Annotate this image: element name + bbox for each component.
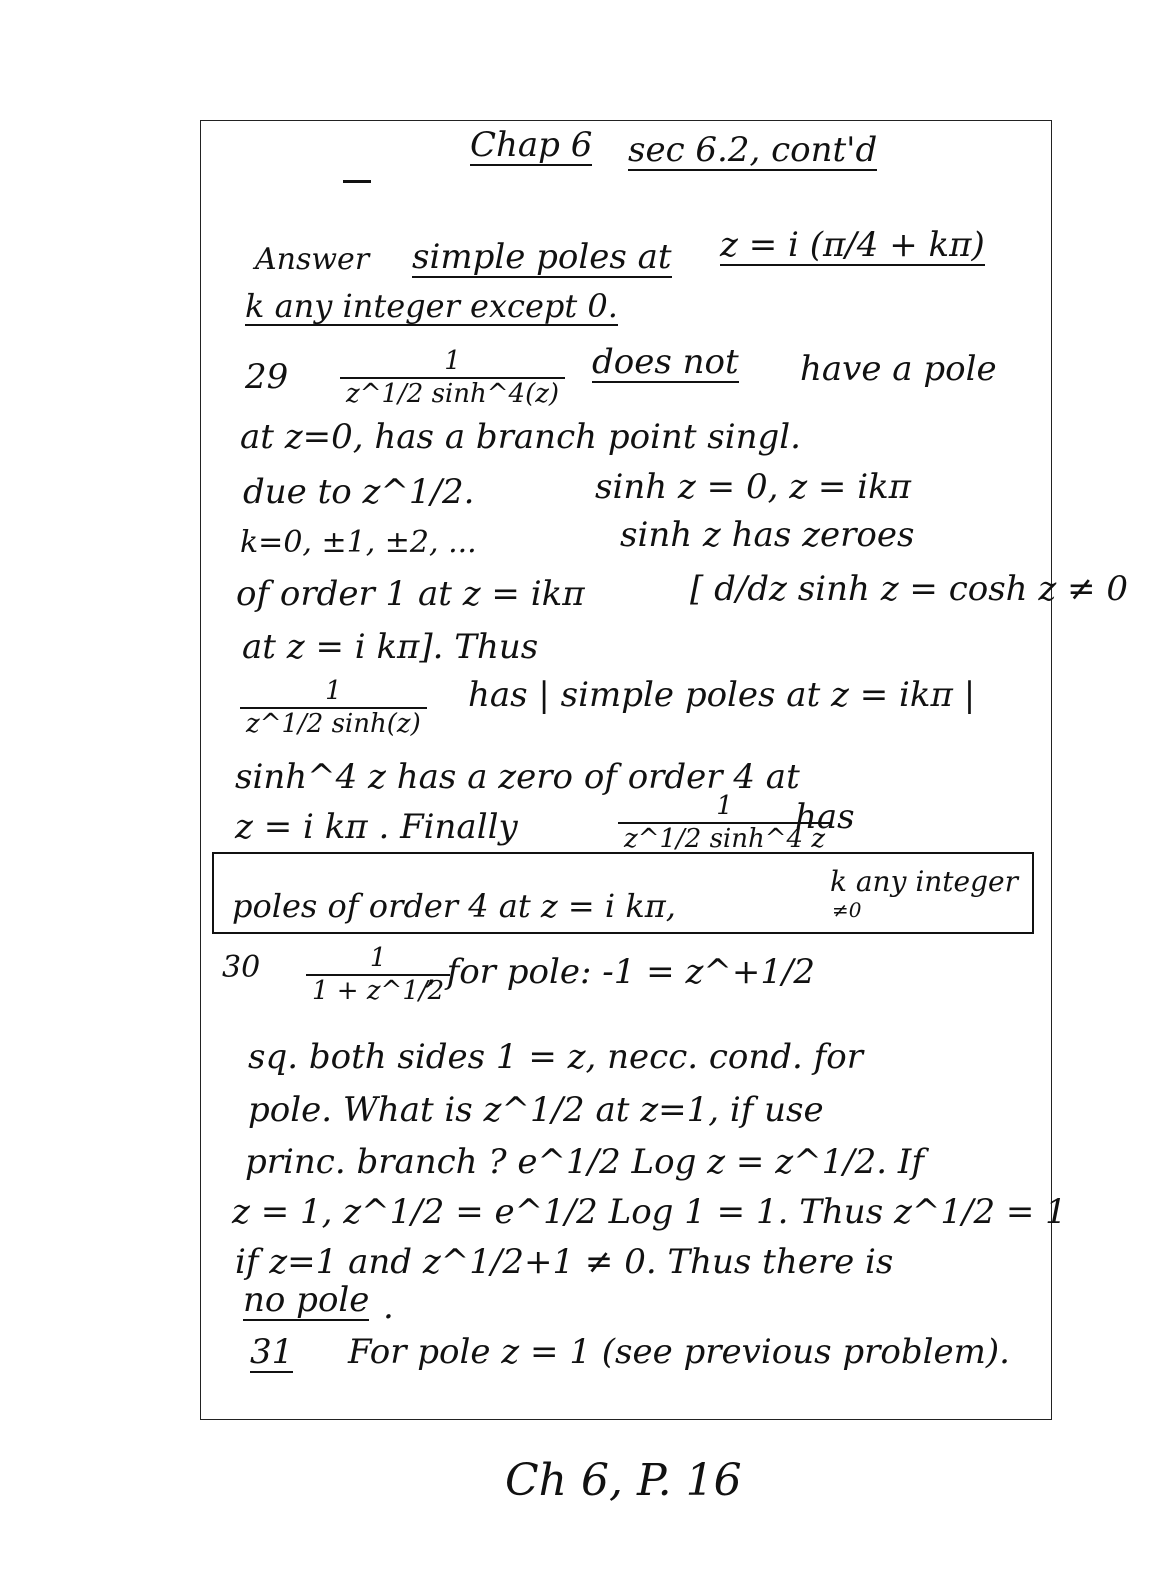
p30-line-4: princ. branch ? e^1/2 Log z = z^1/2. If bbox=[245, 1142, 924, 1182]
section-heading: sec 6.2, cont'd bbox=[628, 130, 878, 170]
answer-expression: z = i (π/4 + kπ) bbox=[720, 225, 985, 265]
p30-line-2: sq. both sides 1 = z, necc. cond. for bbox=[248, 1037, 863, 1077]
p30-line-7-tail: . bbox=[383, 1287, 394, 1327]
fraction-denominator: z^1/2 sinh^4 z bbox=[618, 822, 831, 853]
p29-line-7: has | simple poles at z = ikπ | bbox=[468, 675, 976, 715]
problem-29-fraction bbox=[340, 348, 565, 409]
p30-line-1: , for pole: -1 = z^+1/2 bbox=[425, 952, 816, 992]
problem-30-number: 30 bbox=[222, 950, 261, 985]
p31-text: For pole z = 1 (see previous problem). bbox=[348, 1332, 1010, 1372]
chapter-heading: Chap 6 bbox=[470, 125, 593, 165]
problem-29-number: 29 bbox=[245, 357, 289, 397]
page-footer: Ch 6, P. 16 bbox=[505, 1455, 742, 1506]
fraction-numerator: 1 bbox=[716, 791, 733, 821]
answer-text: simple poles at bbox=[412, 237, 672, 277]
dash-mark bbox=[343, 180, 371, 183]
p29-fraction-2 bbox=[240, 678, 427, 739]
boxed-answer-condition: k any integer bbox=[830, 865, 1019, 898]
p30-line-6: if z=1 and z^1/2+1 ≠ 0. Thus there is bbox=[235, 1242, 894, 1282]
fraction-numerator: 1 bbox=[444, 346, 461, 376]
p29-line-4a: k=0, ±1, ±2, ... bbox=[240, 525, 477, 560]
p29-line-2: at z=0, has a branch point singl. bbox=[240, 417, 801, 457]
p30-line-3: pole. What is z^1/2 at z=1, if use bbox=[248, 1090, 824, 1130]
problem-31-number: 31 bbox=[250, 1332, 294, 1372]
p29-line-9a: z = i kπ . Finally bbox=[235, 807, 518, 847]
p29-line-3b: sinh z = 0, z = ikπ bbox=[595, 467, 912, 507]
p29-line-3a: due to z^1/2. bbox=[243, 472, 475, 512]
p29-have-a-pole: have a pole bbox=[800, 349, 997, 389]
boxed-answer: poles of order 4 at z = i kπ, bbox=[232, 887, 676, 925]
p30-line-7: no pole bbox=[243, 1280, 370, 1320]
fraction-numerator: 1 bbox=[369, 943, 387, 973]
fraction-numerator: 1 bbox=[325, 676, 342, 706]
answer-label: Answer bbox=[255, 242, 370, 277]
answer-condition: k any integer except 0. bbox=[245, 287, 618, 325]
p29-line-5a: of order 1 at z = ikπ bbox=[236, 574, 585, 614]
p29-line-9b: has bbox=[795, 797, 855, 837]
p29-line-8: sinh^4 z has a zero of order 4 at bbox=[235, 757, 800, 797]
fraction-denominator: 1 + z^1/2 bbox=[306, 974, 450, 1005]
boxed-answer-nonzero: ≠0 bbox=[832, 898, 862, 922]
fraction-denominator: z^1/2 sinh^4(z) bbox=[340, 377, 565, 408]
p30-line-5: z = 1, z^1/2 = e^1/2 Log 1 = 1. Thus z^1/2 = 1 bbox=[232, 1192, 1067, 1232]
p29-line-6: at z = i kπ]. Thus bbox=[242, 627, 539, 667]
fraction-denominator: z^1/2 sinh(z) bbox=[240, 707, 427, 738]
p29-does-not: does not bbox=[592, 342, 739, 382]
p29-line-4b: sinh z has zeroes bbox=[620, 515, 915, 555]
p29-line-5b: [ d/dz sinh z = cosh z ≠ 0 bbox=[690, 569, 1129, 609]
